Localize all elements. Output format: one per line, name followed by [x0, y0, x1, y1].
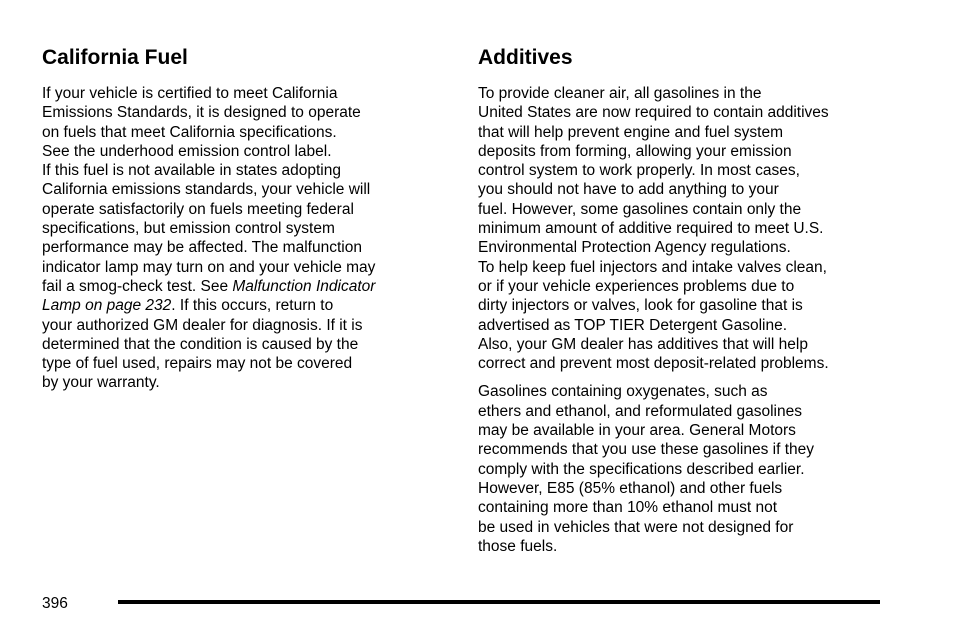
cross-reference-link-part1[interactable]: Malfunction Indicator	[232, 277, 376, 295]
text-line: containing more than 10% ethanol must not	[478, 499, 777, 517]
text-line: type of fuel used, repairs may not be covered	[42, 355, 353, 373]
text-line: fuel. However, some gasolines contain only the	[478, 200, 802, 218]
text-line: be used in vehicles that were not designed for	[478, 518, 794, 536]
text-line: dirty injectors or valves, look for gasoline that is	[478, 297, 803, 315]
section-heading-california-fuel: California Fuel	[42, 46, 188, 69]
additives-paragraph-1	[478, 84, 898, 373]
text-line: To help keep fuel injectors and intake valves clean,	[478, 258, 827, 276]
text-line: Emissions Standards, it is designed to operate	[42, 104, 361, 122]
section-heading-additives: Additives	[478, 46, 573, 69]
text-line: your authorized GM dealer for diagnosis. If it is	[42, 316, 363, 334]
text-line: specifications, but emission control system	[42, 220, 335, 238]
text-line: comply with the specifications described earlier.	[478, 460, 805, 478]
text-line: on fuels that meet California specifications.	[42, 123, 337, 141]
additives-paragraph-2	[478, 382, 898, 556]
text-line: performance may be affected. The malfunction	[42, 239, 362, 257]
text-line: minimum amount of additive required to meet U.S.	[478, 220, 824, 238]
text-line: determined that the condition is caused by the	[42, 335, 359, 353]
california-fuel-paragraph	[42, 84, 442, 393]
text-line: or if your vehicle experiences problems due to	[478, 277, 795, 295]
text-line: ethers and ethanol, and reformulated gasolines	[478, 402, 802, 420]
text-line: Gasolines containing oxygenates, such as	[478, 383, 768, 401]
text-line: To provide cleaner air, all gasolines in the	[478, 85, 762, 102]
text-line: indicator lamp may turn on and your vehicle may	[42, 258, 376, 276]
text-line: deposits from forming, allowing your emission	[478, 142, 792, 160]
left-column	[42, 44, 442, 393]
text-line: recommends that you use these gasolines if they	[478, 441, 815, 459]
text-fragment: fail a smog-check test. See	[42, 277, 233, 295]
text-line: correct and prevent most deposit-related problems.	[478, 355, 829, 373]
text-line: Environmental Protection Agency regulations.	[478, 239, 791, 257]
text-line	[42, 296, 442, 315]
cross-reference-link-part2[interactable]: Lamp on page 232	[42, 297, 172, 315]
text-line: control system to work properly. In most cases,	[478, 162, 800, 180]
text-line: If your vehicle is certified to meet California	[42, 85, 338, 102]
text-line: However, E85 (85% ethanol) and other fuels	[478, 479, 783, 497]
right-column	[478, 44, 898, 556]
page-number: 396	[42, 595, 68, 612]
text-line: California emissions standards, your vehicle will	[42, 181, 371, 199]
text-line: United States are now required to contain additives	[478, 104, 829, 122]
text-line: that will help prevent engine and fuel system	[478, 123, 784, 141]
footer-rule	[118, 600, 880, 604]
text-line: See the underhood emission control label.	[42, 142, 332, 160]
text-line: Also, your GM dealer has additives that will help	[478, 335, 808, 353]
text-line	[42, 277, 442, 296]
text-line: operate satisfactorily on fuels meeting federal	[42, 200, 354, 218]
text-fragment: . If this occurs, return to	[171, 297, 334, 315]
text-line: you should not have to add anything to your	[478, 181, 779, 199]
text-line: those fuels.	[478, 537, 558, 555]
text-line: advertised as TOP TIER Detergent Gasoline.	[478, 316, 788, 334]
text-line: by your warranty.	[42, 374, 160, 392]
text-line: may be available in your area. General Motors	[478, 422, 796, 440]
text-line: If this fuel is not available in states adopting	[42, 162, 341, 180]
